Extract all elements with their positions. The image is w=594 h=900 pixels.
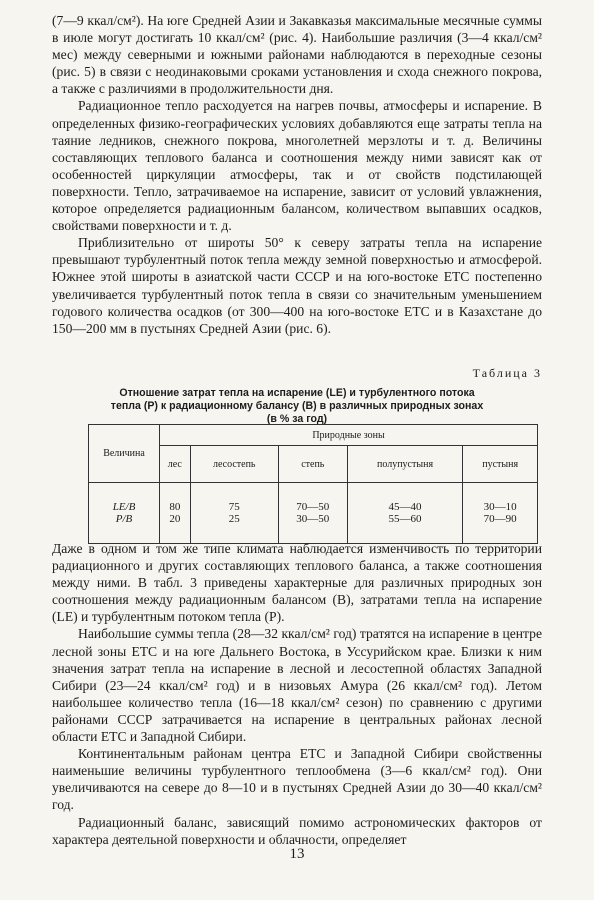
row-label: P/B (115, 513, 133, 525)
table-cell: 80 (169, 501, 181, 513)
table-title-line: Отношение затрат тепла на испарение (LE) и турбулентного потока (119, 387, 475, 399)
column-header: степь (278, 446, 347, 483)
table-cell: 30—50 (296, 513, 330, 525)
paragraph: Радиационное тепло расходуется на нагрев почвы, атмосферы и испарение. В определенных физико-географических условиях добавляются еще затраты тепла на таяние ледников, снежного покрова, многолетней мерзлоты и т. д. Величины составляющих теплового баланса и соотношения между ними зависят как от особенностей циркуляции атмосферы, так и от свойств подстилающей поверхности. Тепло, затрачиваемое на испарение, зависит от условий увлажнения, которое определяется радиационным балансом, количеством выпавших осадков, свойствами поверхности и т. д. (52, 98, 542, 234)
column-header: лес (160, 446, 191, 483)
table-values (89, 483, 538, 544)
table-cell: 30—10 (483, 501, 517, 513)
table-cell: 25 (228, 513, 240, 525)
text-block-bottom (52, 540, 542, 848)
column-header: лесостепь (190, 446, 278, 483)
paragraph: Наибольшие суммы тепла (28—32 ккал/см² год) тратятся на испарение в центре лесной зоны ЕТС и на юге Дальнего Востока, в Уссурийском крае. Близки к ним значения затрат тепла на испарение в лесной и лесостепной областях Западной Сибири (23—24 ккал/см² год) и в низовьях Амура (26 ккал/см² год). Летом наибольшее количество тепла (16—18 ккал/см² сезон) по сравнению с другими районами СССР затрачивается на испарение в центральных районах лесной области ЕТС и Западной Сибири. (52, 626, 542, 745)
paragraph: Даже в одном и том же типе климата наблюдается изменчивость по территории радиационного и других составляющих теплового баланса, а также соотношения между ними. В табл. 3 приведены характерные для различных природных зон соотношения между радиационным балансом (B), затратами тепла на испарение (LE) и турбулентным потоком тепла (P). (52, 541, 542, 625)
column-header: пустыня (463, 446, 538, 483)
table-cell: 20 (169, 513, 181, 525)
paragraph: Приблизительно от широты 50° к северу затраты тепла на испарение превышают турбулентный поток тепла между земной поверхностью и атмосферой. Южнее этой широты в азиатской части СССР и на юго-востоке ЕТС постепенно увеличивается турбулентный поток тепла в связи со значительным уменьшением годового количества осадков (от 300—400 на юго-востоке ЕТС и в Казахстане до 150—200 мм в пустынях Средней Азии (рис. 6). (52, 235, 542, 336)
table-cell: 55—60 (388, 513, 422, 525)
paragraph: Континентальным районам центра ЕТС и Западной Сибири свойственны наименьшие величины турбулентного теплообмена (3—6 ккал/см² год). Они увеличиваются на севере до 8—10 и в пустынях Средней Азии до 30—40 ккал/см² год. (52, 746, 542, 813)
table-cell: 45—40 (388, 501, 422, 513)
table-title-line: тепла (P) к радиационному балансу (B) в различных природных зонах (110, 400, 484, 412)
page-number: 13 (289, 846, 305, 862)
paragraph: Радиационный баланс, зависящий помимо астрономических факторов от характера деятельной поверхности и облачности, определяет (52, 814, 542, 847)
text-block-top (52, 12, 542, 337)
row-label: LE/B (112, 501, 136, 513)
table-cell: 70—90 (483, 513, 517, 525)
zones-table (88, 424, 538, 544)
column-header: полупустыня (347, 446, 463, 483)
group-header: Природные зоны (160, 425, 538, 446)
paragraph: (7—9 ккал/см²). На юге Средней Азии и Закавказья максимальные месячные суммы в июле могут достигать 10 ккал/см² (рис. 4). Наибольшие различия (3—4 ккал/см² мес) между северными и южными районами наблюдаются в переходные сезоны (рис. 5) в связи с неодинаковыми сроками установления и схода снежного покрова, а также с различиями в продолжительности дня. (52, 13, 542, 97)
table-caption (52, 366, 542, 426)
table-number: Таблица 3 (472, 366, 542, 380)
table-cell: 70—50 (296, 501, 330, 513)
table-cell: 75 (228, 501, 240, 513)
table-title-line: (в % за год) (266, 413, 328, 425)
row-header: Величина (89, 425, 160, 483)
